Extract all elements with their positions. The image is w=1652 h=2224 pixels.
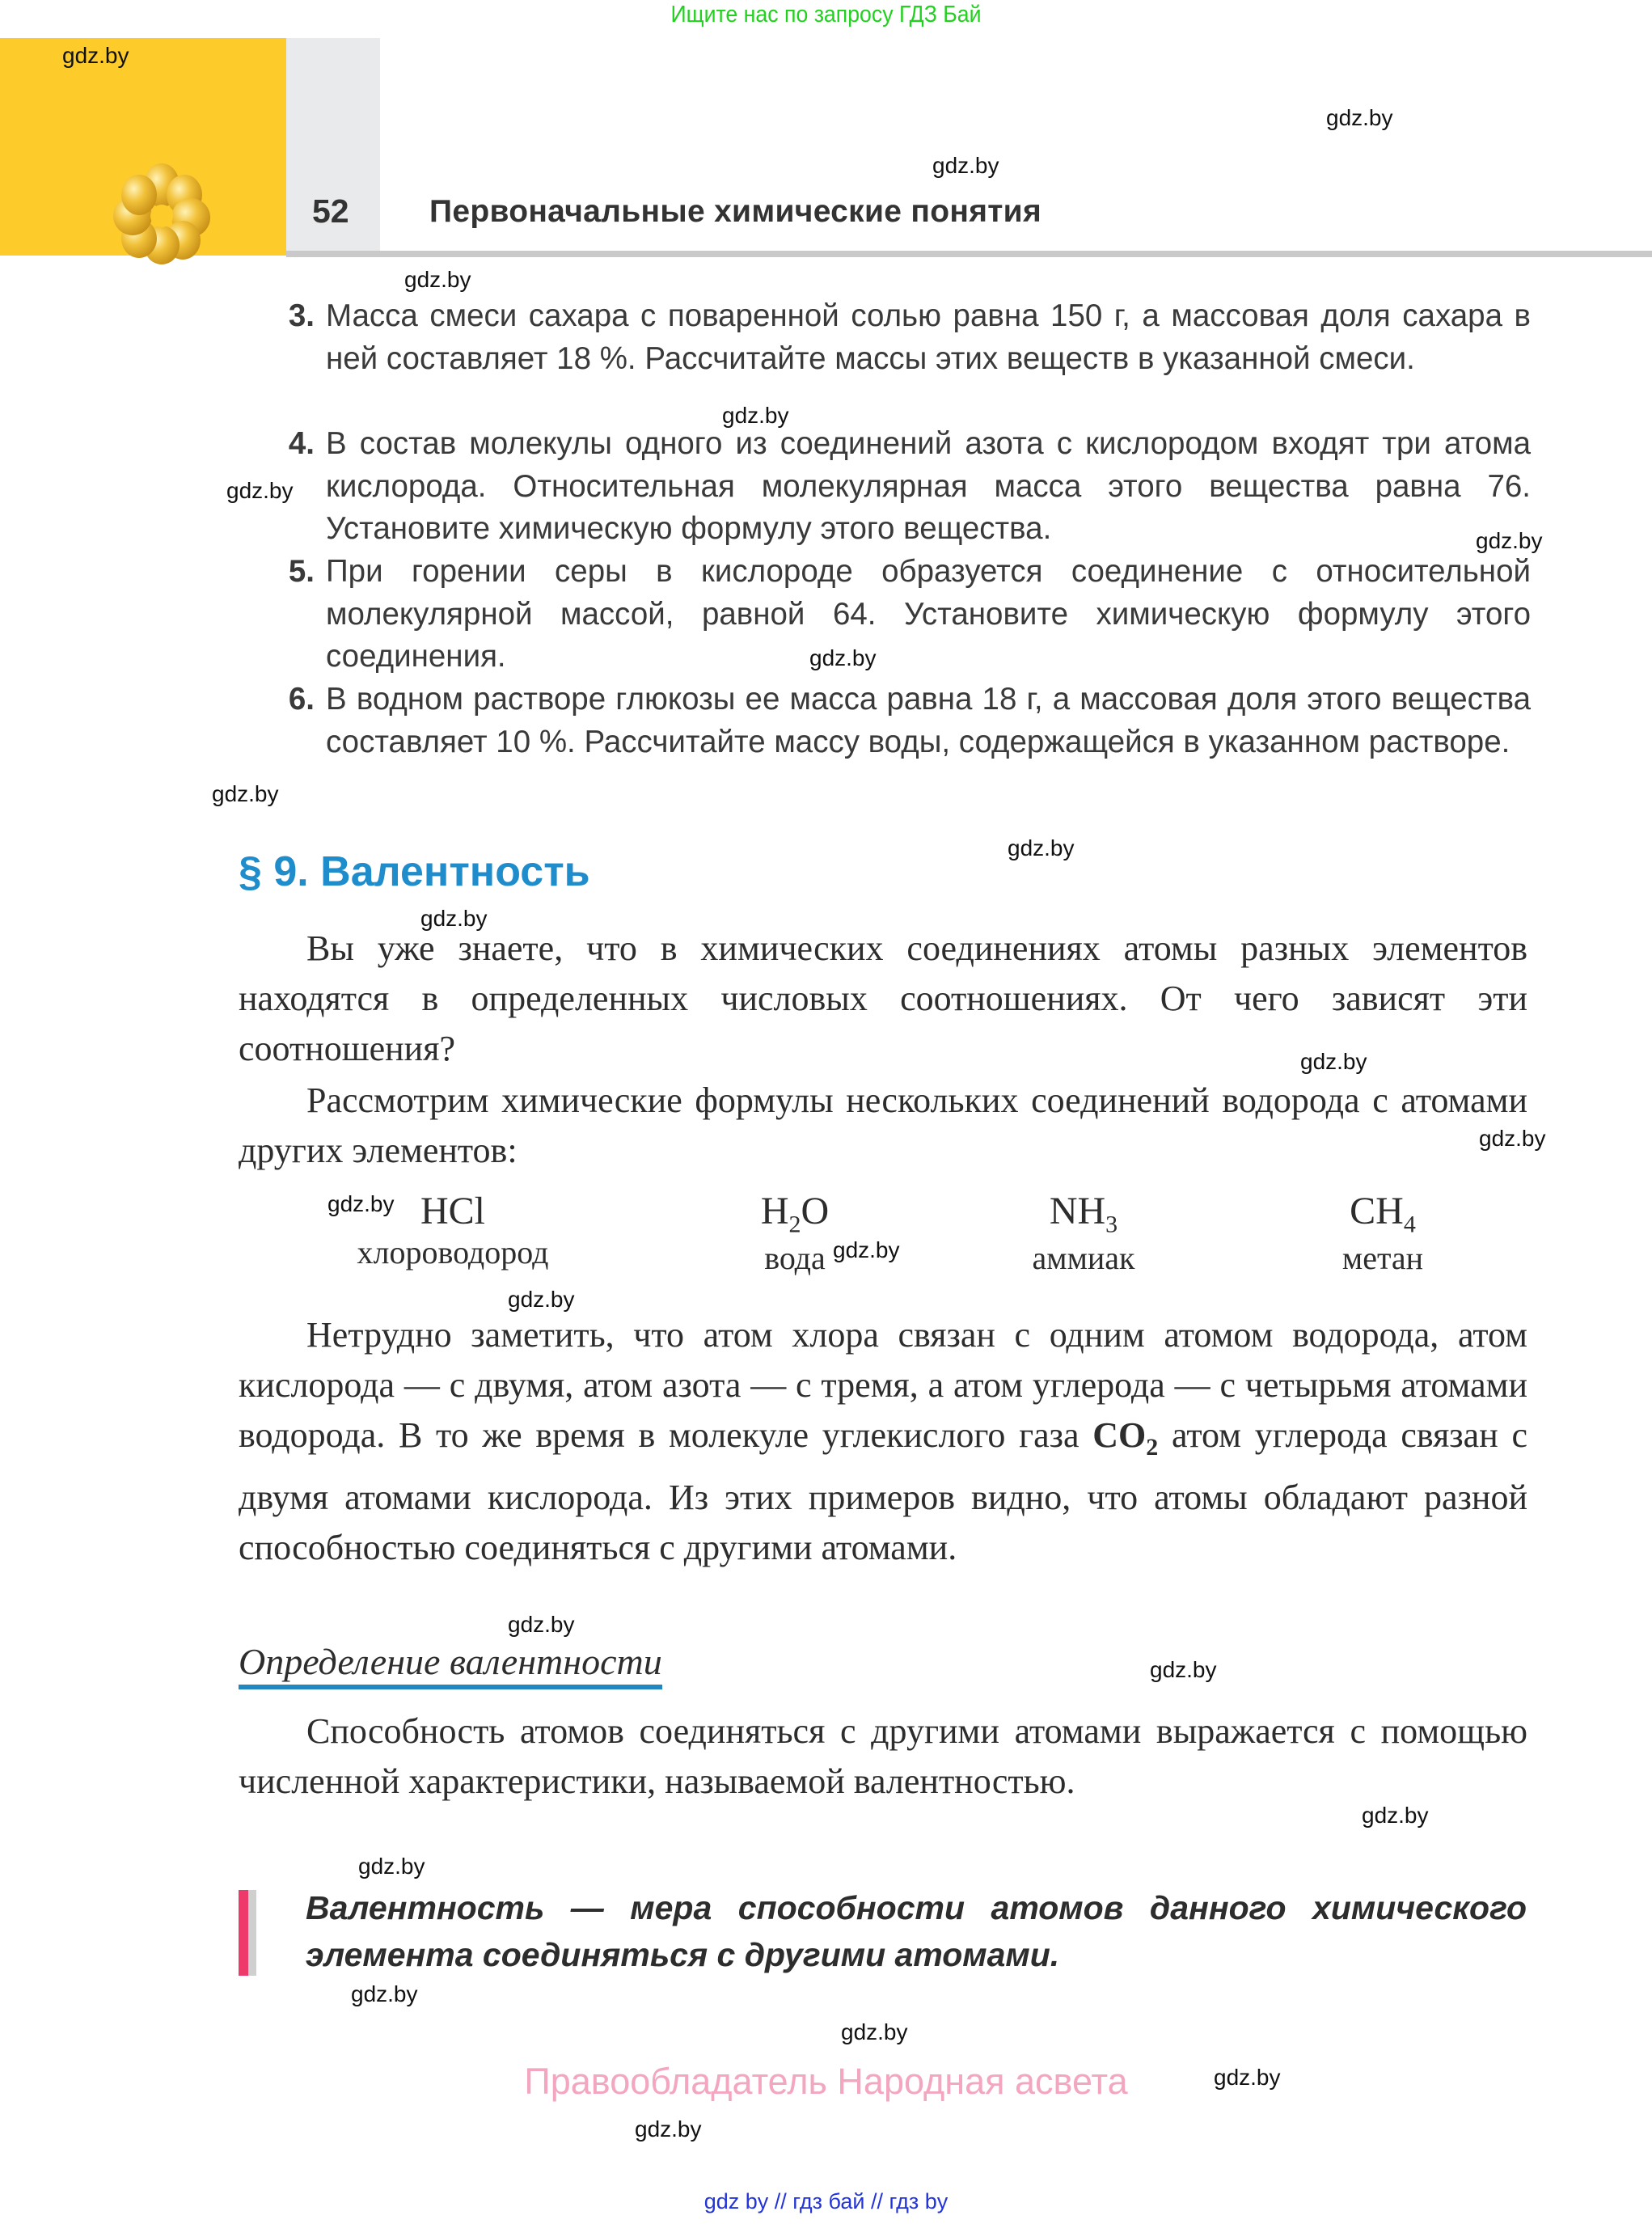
definition-box: Валентность — мера способности атомов данного химического элемента соединяться с другими атомами. [306, 1889, 1527, 1973]
formula-name: метан [1341, 1239, 1424, 1276]
exercise-text: Масса смеси сахара с поваренной солью равна 150 г, а массовая доля сахара в ней составляет 18 %. Рассчитайте массы этих веществ в указанной смеси. [326, 298, 1531, 376]
formula-ch4 [1302, 1189, 1464, 1277]
co2-formula: $CO_2$ [1092, 1415, 1159, 1461]
copyright-notice: Правообладатель Народная асвета [524, 2061, 1128, 2102]
watermark: gdz.by [1300, 1049, 1367, 1074]
watermark: gdz.by [1362, 1803, 1429, 1828]
formula-name: вода [764, 1239, 826, 1276]
watermark: gdz.by [635, 2116, 702, 2142]
formula-nh3 [987, 1189, 1181, 1277]
formulas-intro-text: Рассмотрим химические формулы нескольких соединений водорода с атомами других элементов: [239, 1080, 1527, 1170]
chapter-title: Первоначальные химические понятия [429, 194, 1042, 229]
formula-h2o [714, 1189, 876, 1277]
definition-bar-accent [239, 1890, 248, 1976]
watermark: gdz.by [809, 645, 877, 670]
watermark: gdz.by [327, 1191, 395, 1216]
header-divider [286, 251, 1652, 257]
exercise-5 [269, 551, 1531, 679]
exercise-3 [269, 295, 1531, 380]
exercise-text: В водном растворе глюкозы ее масса равна 18 г, а массовая доля этого вещества составляет 10 %. Рассчитайте массу воды, содержащейся в указанном растворе. [326, 682, 1531, 759]
exercise-number: 3. [288, 298, 315, 333]
formulas-intro [239, 1076, 1527, 1176]
definition-bar-shadow [248, 1890, 256, 1976]
watermark: gdz.by [404, 267, 471, 292]
subheading: Определение валентности [239, 1640, 662, 1689]
exercise-4 [269, 423, 1531, 551]
formula-symbol: $NH_3$ [1049, 1190, 1118, 1238]
watermark: gdz.by [508, 1612, 575, 1637]
watermark: gdz.by [932, 153, 999, 178]
definition-intro [239, 1706, 1527, 1807]
explanation-text-2: атом углерода связан с двумя атомами кислорода. Из этих примеров видно, что атомы обладают разной способностью соединяться с другими атомами. [239, 1415, 1527, 1567]
watermark: gdz.by [1479, 1126, 1546, 1151]
intro-text: Вы уже знаете, что в химических соединениях атомы разных элементов находятся в определенных числовых соотношениях. От чего зависят эти соотношения? [239, 928, 1527, 1068]
watermark: gdz.by [508, 1287, 575, 1312]
formula-name: аммиак [1032, 1239, 1135, 1276]
watermark: gdz.by [1326, 105, 1393, 130]
page-number: 52 [312, 192, 349, 230]
explanation-paragraph [239, 1310, 1527, 1573]
definition-intro-text: Способность атомов соединяться с другими атомами выражается с помощью численной характеристики, называемой валентностью. [239, 1711, 1527, 1801]
footer-links[interactable]: gdz by // гдз бай // гдз by [703, 2189, 949, 2213]
watermark: gdz.by [1476, 528, 1543, 553]
formula-name: хлороводород [357, 1234, 549, 1271]
exercise-number: 4. [288, 426, 315, 461]
exercise-text: В состав молекулы одного из соединений азота с кислородом входят три атома кислорода. Относительная молекулярная масса этого вещества равна 76. Установите химическую формулу этого вещества. [326, 426, 1531, 547]
exercise-text: При горении серы в кислороде образуется соединение с относительной молекулярной массой, равной 64. Установите химическую формулу этого соединения. [326, 554, 1531, 674]
formula-symbol: HCl [420, 1190, 485, 1233]
watermark: gdz.by [1214, 2065, 1281, 2090]
search-banner: Ищите нас по запросу ГДЗ Бай [670, 2, 982, 27]
section-title: § 9. Валентность [239, 848, 590, 895]
exercise-number: 5. [288, 554, 315, 589]
chapter-color-block [0, 38, 286, 256]
molecule-ring-icon [112, 159, 213, 264]
watermark: gdz.by [420, 906, 488, 931]
watermark: gdz.by [1150, 1657, 1217, 1682]
exercise-number: 6. [288, 682, 315, 717]
watermark: gdz.by [722, 403, 789, 428]
watermark: gdz.by [1008, 835, 1075, 860]
watermark: gdz.by [351, 1981, 418, 2006]
watermark: gdz.by [833, 1237, 900, 1262]
watermark: gdz.by [62, 43, 129, 68]
exercise-6 [269, 679, 1531, 763]
formula-symbol: $CH_4$ [1350, 1190, 1416, 1238]
watermark: gdz.by [358, 1854, 425, 1879]
formula-symbol: $H_2O$ [760, 1190, 830, 1238]
watermark: gdz.by [841, 2019, 908, 2044]
watermark: gdz.by [226, 478, 294, 503]
watermark: gdz.by [212, 781, 279, 806]
explanation-text-1: Нетрудно заметить, что атом хлора связан с одним атомом водорода, атом кислорода — с двумя, атом азота — с тремя, а атом углерода — с четырьмя атомами водорода. В то же время в молекуле углекислого газа [239, 1315, 1527, 1455]
